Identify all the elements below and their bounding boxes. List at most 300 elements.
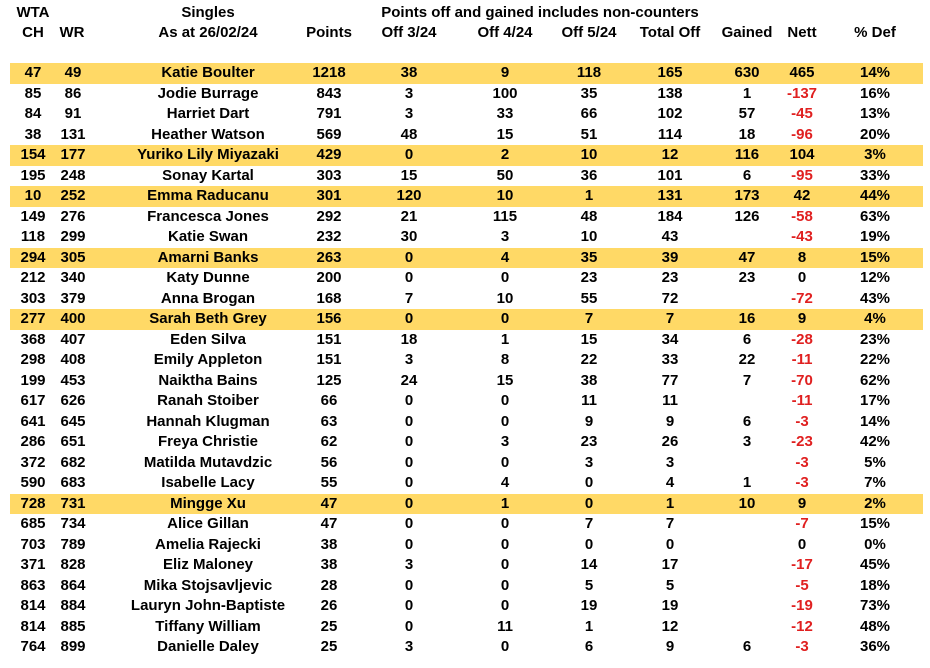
player-name: Naiktha Bains [158,371,258,389]
pct-def-cell: 14% [859,64,891,81]
off-3-cell: 3 [404,556,414,573]
off-4-cell: 0 [500,310,510,327]
points-cell: 66 [320,392,338,409]
header-pct-def: % Def [854,24,896,41]
ch-cell: 212 [20,269,46,286]
nett-cell: -28 [791,330,813,348]
wr-cell: 340 [60,269,86,286]
pct-def-cell: 73% [859,597,891,614]
nett-cell: -12 [791,617,813,635]
off-3-cell: 30 [400,228,418,245]
total-off-cell: 26 [661,433,679,450]
gained-cell: 1 [742,84,752,102]
player-name: Hannah Klugman [146,412,270,430]
total-off-cell: 5 [665,576,675,594]
points-cell: 303 [316,166,342,184]
ch-cell: 590 [20,474,46,491]
nett-cell: -45 [791,105,813,122]
ch-cell: 298 [20,351,46,368]
wr-cell: 864 [60,576,86,594]
off-4-cell: 50 [496,166,514,184]
wr-cell: 177 [60,146,86,163]
off-3-cell: 0 [404,412,414,430]
player-name: Alice Gillan [167,515,249,532]
player-name: Katy Dunne [166,269,250,286]
points-cell: 26 [320,597,338,614]
pct-def-cell: 42% [859,433,891,450]
total-off-cell: 131 [657,187,683,204]
wr-cell: 899 [60,638,86,655]
off-5-cell: 9 [584,412,594,430]
pct-def-cell: 23% [859,330,891,348]
off-3-cell: 120 [396,187,422,204]
table-row [10,617,923,638]
nett-cell: 104 [789,146,815,163]
table-row [10,104,923,125]
player-name: Danielle Daley [157,638,259,655]
player-name: Jodie Burrage [157,84,259,102]
gained-cell: 3 [742,433,752,450]
nett-cell: -58 [791,207,813,225]
wr-cell: 884 [60,597,86,614]
off-3-cell: 0 [404,146,414,163]
total-off-cell: 7 [665,310,675,327]
off-5-cell: 15 [580,330,598,348]
ch-cell: 703 [20,535,46,553]
nett-cell: 0 [797,535,807,553]
total-off-cell: 12 [661,617,679,635]
off-3-cell: 3 [404,84,414,102]
off-4-cell: 3 [500,228,510,245]
total-off-cell: 9 [665,412,675,430]
off-3-cell: 38 [400,64,418,81]
off-4-cell: 1 [500,330,510,348]
table-row [10,186,923,207]
points-cell: 168 [316,289,342,307]
total-off-cell: 34 [661,330,679,348]
wr-cell: 408 [60,351,86,368]
ch-cell: 154 [20,146,46,163]
points-cell: 429 [316,146,342,163]
off-4-cell: 1 [500,494,510,512]
nett-cell: -17 [791,556,813,573]
off-3-cell: 0 [404,515,414,532]
total-off-cell: 11 [662,392,678,409]
header-singles: Singles [181,4,235,21]
nett-cell: 0 [797,269,807,286]
nett-cell: -7 [795,515,809,532]
ch-cell: 863 [20,576,46,594]
off-4-cell: 0 [500,269,510,286]
off-5-cell: 10 [580,146,598,163]
wr-cell: 626 [60,392,86,409]
table-row [10,309,923,330]
total-off-cell: 7 [665,515,675,532]
pct-def-cell: 22% [859,351,891,368]
player-name: Isabelle Lacy [161,474,255,491]
off-3-cell: 24 [400,371,418,389]
off-5-cell: 48 [580,207,598,225]
wr-cell: 299 [60,228,86,245]
wr-cell: 731 [60,494,86,512]
off-5-cell: 55 [580,289,598,307]
nett-cell: -95 [791,166,813,184]
total-off-cell: 114 [657,125,683,143]
table-row [10,207,923,228]
points-cell: 843 [316,84,342,102]
off-5-cell: 23 [580,269,598,286]
gained-cell: 23 [738,269,756,286]
off-4-cell: 0 [500,515,510,532]
header-off-3: Off 3/24 [381,24,437,41]
pct-def-cell: 19% [859,228,891,245]
wr-cell: 682 [60,453,86,471]
points-cell: 232 [316,228,342,245]
ch-cell: 728 [20,494,46,512]
points-cell: 125 [316,371,342,389]
table-row [10,412,923,433]
table-row [10,84,923,105]
off-3-cell: 21 [400,207,418,225]
points-cell: 47 [320,515,338,532]
total-off-cell: 17 [661,556,679,573]
total-off-cell: 72 [661,289,679,307]
table-row [10,576,923,597]
ch-cell: 371 [20,556,46,573]
header-nett: Nett [787,24,817,41]
pct-def-cell: 14% [859,412,891,430]
points-cell: 569 [316,125,342,143]
off-3-cell: 3 [404,638,414,655]
wr-cell: 91 [64,105,82,122]
player-name: Lauryn John-Baptiste [130,597,286,614]
off-5-cell: 5 [584,576,594,594]
off-4-cell: 10 [496,187,514,204]
pct-def-cell: 15% [859,515,891,532]
total-off-cell: 19 [661,597,679,614]
pct-def-cell: 4% [864,310,886,327]
nett-cell: 9 [797,310,807,327]
table-row [10,227,923,248]
total-off-cell: 4 [665,474,675,491]
off-4-cell: 0 [500,535,510,553]
player-name: Tiffany William [155,617,261,635]
nett-cell: -19 [791,597,813,614]
points-cell: 63 [320,412,338,430]
off-4-cell: 115 [492,207,518,225]
off-5-cell: 14 [580,556,598,573]
ch-cell: 149 [20,207,46,225]
pct-def-cell: 12% [859,269,891,286]
ch-cell: 685 [20,515,46,532]
wr-cell: 453 [60,371,86,389]
header-as-at: As at 26/02/24 [158,24,258,41]
pct-def-cell: 2% [864,494,886,512]
ch-cell: 814 [20,617,46,635]
gained-cell: 10 [738,494,756,512]
off-3-cell: 0 [404,453,414,471]
wr-cell: 379 [60,289,86,307]
table-row [10,494,923,515]
points-cell: 263 [316,248,342,266]
header-off-4: Off 4/24 [477,24,533,41]
off-4-cell: 0 [500,392,510,409]
player-name: Sarah Beth Grey [149,310,267,327]
off-5-cell: 7 [584,310,594,327]
nett-cell: -43 [791,228,813,245]
off-5-cell: 0 [584,474,594,491]
points-cell: 1218 [312,64,346,81]
wr-cell: 683 [60,474,86,491]
off-4-cell: 4 [500,474,510,491]
pct-def-cell: 13% [859,105,891,122]
gained-cell: 7 [742,371,752,389]
wr-cell: 86 [64,84,82,102]
points-cell: 151 [316,351,342,368]
table-row [10,166,923,187]
off-4-cell: 0 [500,638,510,655]
table-row [10,145,923,166]
ch-cell: 85 [24,84,42,102]
ch-cell: 368 [20,330,46,348]
off-4-cell: 15 [496,371,514,389]
off-5-cell: 0 [584,494,594,512]
nett-cell: -11 [791,351,813,368]
total-off-cell: 43 [661,228,679,245]
wr-cell: 734 [60,515,86,532]
ch-cell: 277 [20,310,46,327]
off-3-cell: 3 [404,351,414,368]
off-3-cell: 15 [400,166,418,184]
player-name: Amelia Rajecki [155,535,261,553]
off-3-cell: 18 [400,330,418,348]
wr-cell: 789 [60,535,86,553]
off-4-cell: 33 [496,105,514,122]
off-4-cell: 10 [496,289,514,307]
points-cell: 38 [320,535,338,553]
table-row [10,350,923,371]
points-cell: 56 [320,453,338,471]
player-name: Sonay Kartal [162,166,254,184]
off-3-cell: 0 [404,310,414,327]
header-wr: WR [59,24,85,41]
off-3-cell: 3 [404,105,414,122]
total-off-cell: 1 [665,494,675,512]
nett-cell: -3 [795,453,809,471]
wr-cell: 651 [60,433,86,450]
pct-def-cell: 36% [859,638,891,655]
player-name: Katie Swan [167,228,249,245]
player-name: Mika Stojsavljevic [143,576,273,594]
off-5-cell: 36 [580,166,598,184]
wr-cell: 248 [60,166,86,184]
off-4-cell: 0 [500,556,510,573]
off-3-cell: 0 [404,248,414,266]
ch-cell: 286 [20,433,46,450]
off-3-cell: 7 [404,289,414,307]
header-ch: CH [22,24,44,41]
ch-cell: 10 [24,187,42,204]
wr-cell: 49 [64,64,82,81]
nett-cell: -3 [795,412,809,430]
wr-cell: 407 [60,330,86,348]
wr-cell: 276 [60,207,86,225]
ch-cell: 641 [20,412,46,430]
points-cell: 28 [320,576,338,594]
nett-cell: -70 [791,371,813,389]
nett-cell: -11 [791,392,813,409]
player-name: Francesca Jones [147,207,269,225]
off-4-cell: 0 [500,453,510,471]
off-5-cell: 66 [580,105,598,122]
points-cell: 151 [316,330,342,348]
off-5-cell: 7 [584,515,594,532]
total-off-cell: 12 [661,146,679,163]
pct-def-cell: 20% [859,125,891,143]
ch-cell: 84 [24,105,42,122]
player-name: Emma Raducanu [147,187,269,204]
gained-cell: 6 [742,412,752,430]
points-cell: 292 [316,207,342,225]
off-4-cell: 0 [500,597,510,614]
off-3-cell: 0 [404,474,414,491]
pct-def-cell: 5% [864,453,886,471]
points-cell: 200 [316,269,342,286]
table-row [10,473,923,494]
nett-cell: -5 [795,576,809,594]
off-4-cell: 100 [492,84,518,102]
table-row [10,453,923,474]
pct-def-cell: 7% [864,474,886,491]
nett-cell: 8 [797,248,807,266]
off-3-cell: 0 [404,433,414,450]
gained-cell: 116 [734,146,760,163]
ch-cell: 372 [20,453,46,471]
table-row [10,555,923,576]
gained-cell: 6 [742,330,752,348]
ch-cell: 294 [20,248,46,266]
pct-def-cell: 15% [859,248,891,266]
pct-def-cell: 17% [859,392,891,409]
table-row [10,596,923,617]
table-row [10,535,923,556]
off-3-cell: 0 [404,392,414,409]
total-off-cell: 165 [657,64,683,81]
table-row [10,637,923,658]
off-4-cell: 2 [500,146,510,163]
player-name: Emily Appleton [153,351,263,368]
player-name: Katie Boulter [161,64,255,81]
ch-cell: 195 [20,166,46,184]
nett-cell: 465 [789,64,815,81]
ch-cell: 303 [20,289,46,307]
wr-cell: 131 [60,125,86,143]
total-off-cell: 39 [661,248,679,266]
pct-def-cell: 63% [859,207,891,225]
player-name: Matilda Mutavdzic [143,453,273,471]
pct-def-cell: 33% [859,166,891,184]
gained-cell: 6 [742,166,752,184]
points-cell: 25 [320,638,338,655]
off-4-cell: 11 [497,617,513,635]
table-row [10,330,923,351]
off-5-cell: 35 [580,84,598,102]
table-row [10,248,923,269]
header-gained: Gained [721,24,773,41]
off-5-cell: 3 [584,453,594,471]
off-5-cell: 22 [580,351,598,368]
table-row [10,391,923,412]
pct-def-cell: 44% [859,187,891,204]
player-name: Anna Brogan [160,289,256,307]
off-3-cell: 0 [404,269,414,286]
off-4-cell: 0 [500,576,510,594]
pct-def-cell: 43% [859,289,891,307]
off-5-cell: 23 [580,433,598,450]
off-3-cell: 0 [404,494,414,512]
points-cell: 38 [320,556,338,573]
off-3-cell: 0 [404,597,414,614]
header-points-note: Points off and gained includes non-counters [381,4,699,21]
pct-def-cell: 0% [864,535,886,553]
gained-cell: 6 [742,638,752,655]
player-name: Yuriko Lily Miyazaki [137,146,279,163]
off-4-cell: 3 [500,433,510,450]
off-3-cell: 0 [404,535,414,553]
off-5-cell: 118 [576,64,602,81]
off-5-cell: 6 [584,638,594,655]
off-5-cell: 1 [584,617,594,635]
points-cell: 791 [316,105,342,122]
table-row [10,432,923,453]
total-off-cell: 102 [657,105,683,122]
ch-cell: 764 [20,638,46,655]
nett-cell: -72 [791,289,813,307]
gained-cell: 16 [738,310,756,327]
header-total-off: Total Off [639,24,701,41]
player-name: Freya Christie [157,433,259,450]
gained-cell: 1 [742,474,752,491]
off-5-cell: 10 [580,228,598,245]
gained-cell: 47 [738,248,756,266]
off-4-cell: 9 [500,64,510,81]
gained-cell: 22 [738,351,756,368]
gained-cell: 630 [734,64,760,81]
off-5-cell: 51 [580,125,598,143]
nett-cell: -137 [786,84,818,102]
player-name: Heather Watson [151,125,265,143]
header-off-5: Off 5/24 [561,24,617,41]
nett-cell: 42 [793,187,811,204]
off-3-cell: 0 [404,576,414,594]
player-name: Amarni Banks [157,248,259,266]
points-cell: 156 [316,310,342,327]
table-row [10,268,923,289]
gained-cell: 126 [734,207,760,225]
table-row [10,371,923,392]
pct-def-cell: 62% [859,371,891,389]
nett-cell: 9 [797,494,807,512]
wr-cell: 305 [60,248,86,266]
off-4-cell: 8 [500,351,510,368]
header-points: Points [306,24,352,41]
ch-cell: 814 [20,597,46,614]
off-5-cell: 11 [581,392,597,409]
points-cell: 62 [320,433,338,450]
nett-cell: -3 [795,638,809,655]
total-off-cell: 77 [661,371,679,389]
ch-cell: 118 [20,228,46,245]
